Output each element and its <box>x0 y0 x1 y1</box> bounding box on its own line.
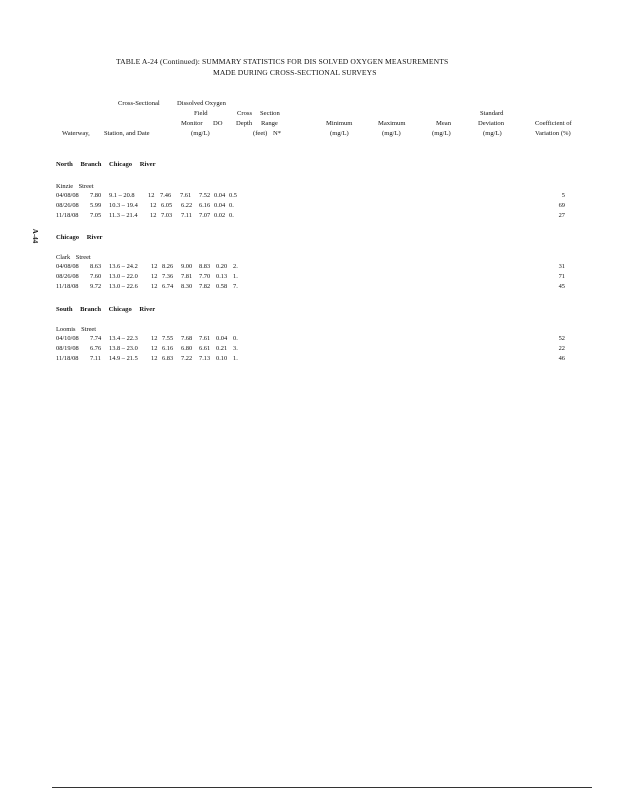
header-variation: Variation (%) <box>535 130 571 137</box>
cell-minimum: 6.74 <box>162 283 174 290</box>
cell-cv: 0. <box>229 202 234 209</box>
cell-minimum: 6.05 <box>161 202 173 209</box>
cell-maximum: 7.22 <box>181 355 193 362</box>
cell-cv: 1. <box>233 273 238 280</box>
cell-n: 12 <box>151 345 158 352</box>
cell-cv: 2. <box>233 263 238 270</box>
cell-n: 12 <box>151 283 158 290</box>
header-waterway: Waterway, <box>62 130 90 137</box>
cell-mean: 7.82 <box>199 283 211 290</box>
header-station-date: Station, and Date <box>104 130 150 137</box>
header-minimum-unit: (mg/L) <box>330 130 349 137</box>
cell-depth-range: 13.0 – 22.0 <box>109 273 138 280</box>
cell-depth-range: 10.3 – 19.4 <box>109 202 138 209</box>
cell-cv-pct: 22 <box>558 345 565 352</box>
cell-minimum: 6.83 <box>162 355 174 362</box>
cell-cv-pct: 69 <box>558 202 565 209</box>
cell-maximum: 7.11 <box>181 212 192 219</box>
table-row <box>0 335 618 343</box>
header-dissolved-oxygen: Dissolved Oxygen <box>177 100 226 107</box>
section-station: Loomis Street <box>56 326 97 333</box>
cell-n: 12 <box>150 202 157 209</box>
cell-mean: 7.61 <box>199 335 211 342</box>
table-title-line-2: MADE DURING CROSS-SECTIONAL SURVEYS <box>213 68 377 77</box>
cell-depth-range: 11.3 – 21.4 <box>109 212 138 219</box>
header-section: Section <box>260 110 280 117</box>
cell-cv-pct: 5 <box>561 192 565 199</box>
cell-mean: 6.61 <box>199 345 211 352</box>
cell-n: 12 <box>151 355 158 362</box>
cell-n: 12 <box>151 263 158 270</box>
cell-monitor-do: 7.60 <box>90 273 102 280</box>
cell-minimum: 7.46 <box>160 192 172 199</box>
cell-monitor-do: 6.76 <box>90 345 102 352</box>
header-maximum: Maximum <box>378 120 406 127</box>
header-field: Field <box>194 110 208 117</box>
header-deviation: Deviation <box>478 120 505 127</box>
cell-mean: 7.70 <box>199 273 211 280</box>
cell-std-dev: 0.02 <box>214 212 226 219</box>
cell-cv: 7. <box>233 283 238 290</box>
cell-date: 08/26/08 <box>56 202 79 209</box>
header-sd-unit: (mg/L) <box>483 130 502 137</box>
cell-minimum: 7.55 <box>162 335 174 342</box>
section-waterway: North Branch Chicago River <box>56 161 156 168</box>
cell-date: 08/19/08 <box>56 345 79 352</box>
cell-mean: 7.13 <box>199 355 211 362</box>
table-row <box>0 273 618 281</box>
table-row <box>0 202 618 210</box>
header-range: Range <box>261 120 278 127</box>
cell-cv-pct: 45 <box>558 283 565 290</box>
header-monitor: Monitor <box>181 120 203 127</box>
cell-cv-pct: 27 <box>558 212 565 219</box>
cell-date: 04/08/08 <box>56 263 79 270</box>
header-standard: Standard <box>480 110 504 117</box>
cell-depth-range: 13.4 – 22.3 <box>109 335 138 342</box>
cell-minimum: 6.16 <box>162 345 174 352</box>
cell-n: 12 <box>148 192 155 199</box>
cell-monitor-do: 7.74 <box>90 335 102 342</box>
cell-depth-range: 13.6 – 24.2 <box>109 263 138 270</box>
footer-rule <box>52 787 592 788</box>
cell-std-dev: 0.21 <box>216 345 228 352</box>
cell-date: 04/08/08 <box>56 192 79 199</box>
cell-depth-range: 13.8 – 23.0 <box>109 345 138 352</box>
cell-date: 04/10/08 <box>56 335 79 342</box>
cell-cv: 0. <box>229 212 234 219</box>
cell-maximum: 7.81 <box>181 273 193 280</box>
table-row <box>0 345 618 353</box>
header-cross: Cross <box>237 110 253 117</box>
cell-date: 11/18/08 <box>56 283 79 290</box>
cell-cv-pct: 46 <box>558 355 565 362</box>
cell-mean: 8.83 <box>199 263 211 270</box>
header-minimum: Minimum <box>326 120 353 127</box>
cell-maximum: 7.61 <box>180 192 192 199</box>
header-coefficient: Coefficient of <box>535 120 572 127</box>
cell-cv-pct: 31 <box>558 263 565 270</box>
cell-n: 12 <box>151 273 158 280</box>
cell-date: 08/26/08 <box>56 273 79 280</box>
cell-std-dev: 0.58 <box>216 283 228 290</box>
table-title-line-1: TABLE A-24 (Continued): SUMMARY STATISTICS FOR DIS SOLVED OXYGEN MEASUREMENTS <box>116 57 449 66</box>
cell-date: 11/18/08 <box>56 212 79 219</box>
cell-mean: 7.52 <box>199 192 211 199</box>
cell-mean: 6.16 <box>199 202 211 209</box>
cell-depth-range: 13.0 – 22.6 <box>109 283 138 290</box>
cell-minimum: 8.26 <box>162 263 174 270</box>
header-do: DO <box>213 120 223 127</box>
cell-minimum: 7.36 <box>162 273 174 280</box>
header-cross-sectional: Cross-Sectional <box>118 100 160 107</box>
header-n: N* <box>273 130 282 137</box>
table-row <box>0 192 618 200</box>
section-station: Kinzie Street <box>56 183 94 190</box>
cell-cv-pct: 71 <box>558 273 565 280</box>
cell-std-dev: 0.04 <box>214 192 226 199</box>
cell-maximum: 8.30 <box>181 283 193 290</box>
cell-std-dev: 0.04 <box>216 335 228 342</box>
header-maximum-unit: (mg/L) <box>382 130 401 137</box>
section-waterway: South Branch Chicago River <box>56 306 156 313</box>
cell-monitor-do: 7.05 <box>90 212 102 219</box>
cell-monitor-do: 5.99 <box>90 202 102 209</box>
cell-maximum: 6.22 <box>181 202 193 209</box>
cell-monitor-do: 8.63 <box>90 263 102 270</box>
cell-std-dev: 0.04 <box>214 202 226 209</box>
page-number: A-44 <box>31 228 40 244</box>
header-mean: Mean <box>436 120 452 127</box>
cell-cv-pct: 52 <box>558 335 565 342</box>
table-row <box>0 283 618 291</box>
cell-monitor-do: 9.72 <box>90 283 102 290</box>
section-station: Clark Street <box>56 254 91 261</box>
table-row <box>0 212 618 220</box>
cell-std-dev: 0.10 <box>216 355 228 362</box>
header-depth: Depth <box>236 120 253 127</box>
cell-maximum: 9.00 <box>181 263 193 270</box>
cell-maximum: 7.68 <box>181 335 193 342</box>
cell-minimum: 7.03 <box>161 212 173 219</box>
cell-depth-range: 14.9 – 21.5 <box>109 355 138 362</box>
cell-std-dev: 0.20 <box>216 263 228 270</box>
section-waterway: Chicago River <box>56 234 103 241</box>
table-row <box>0 263 618 271</box>
cell-cv: 0. <box>233 335 238 342</box>
cell-monitor-do: 7.11 <box>90 355 101 362</box>
header-feet: (feet) <box>253 130 268 137</box>
cell-cv: 0.5 <box>229 192 237 199</box>
cell-cv: 3. <box>233 345 238 352</box>
cell-maximum: 6.80 <box>181 345 193 352</box>
table-row <box>0 355 618 363</box>
cell-mean: 7.07 <box>199 212 211 219</box>
cell-date: 11/18/08 <box>56 355 79 362</box>
cell-monitor-do: 7.80 <box>90 192 102 199</box>
cell-std-dev: 0.13 <box>216 273 228 280</box>
cell-cv: 1. <box>233 355 238 362</box>
header-monitor-unit: (mg/L) <box>191 130 210 137</box>
cell-n: 12 <box>151 335 158 342</box>
header-mean-unit: (mg/L) <box>432 130 451 137</box>
cell-n: 12 <box>150 212 157 219</box>
cell-depth-range: 9.1 – 20.8 <box>109 192 135 199</box>
